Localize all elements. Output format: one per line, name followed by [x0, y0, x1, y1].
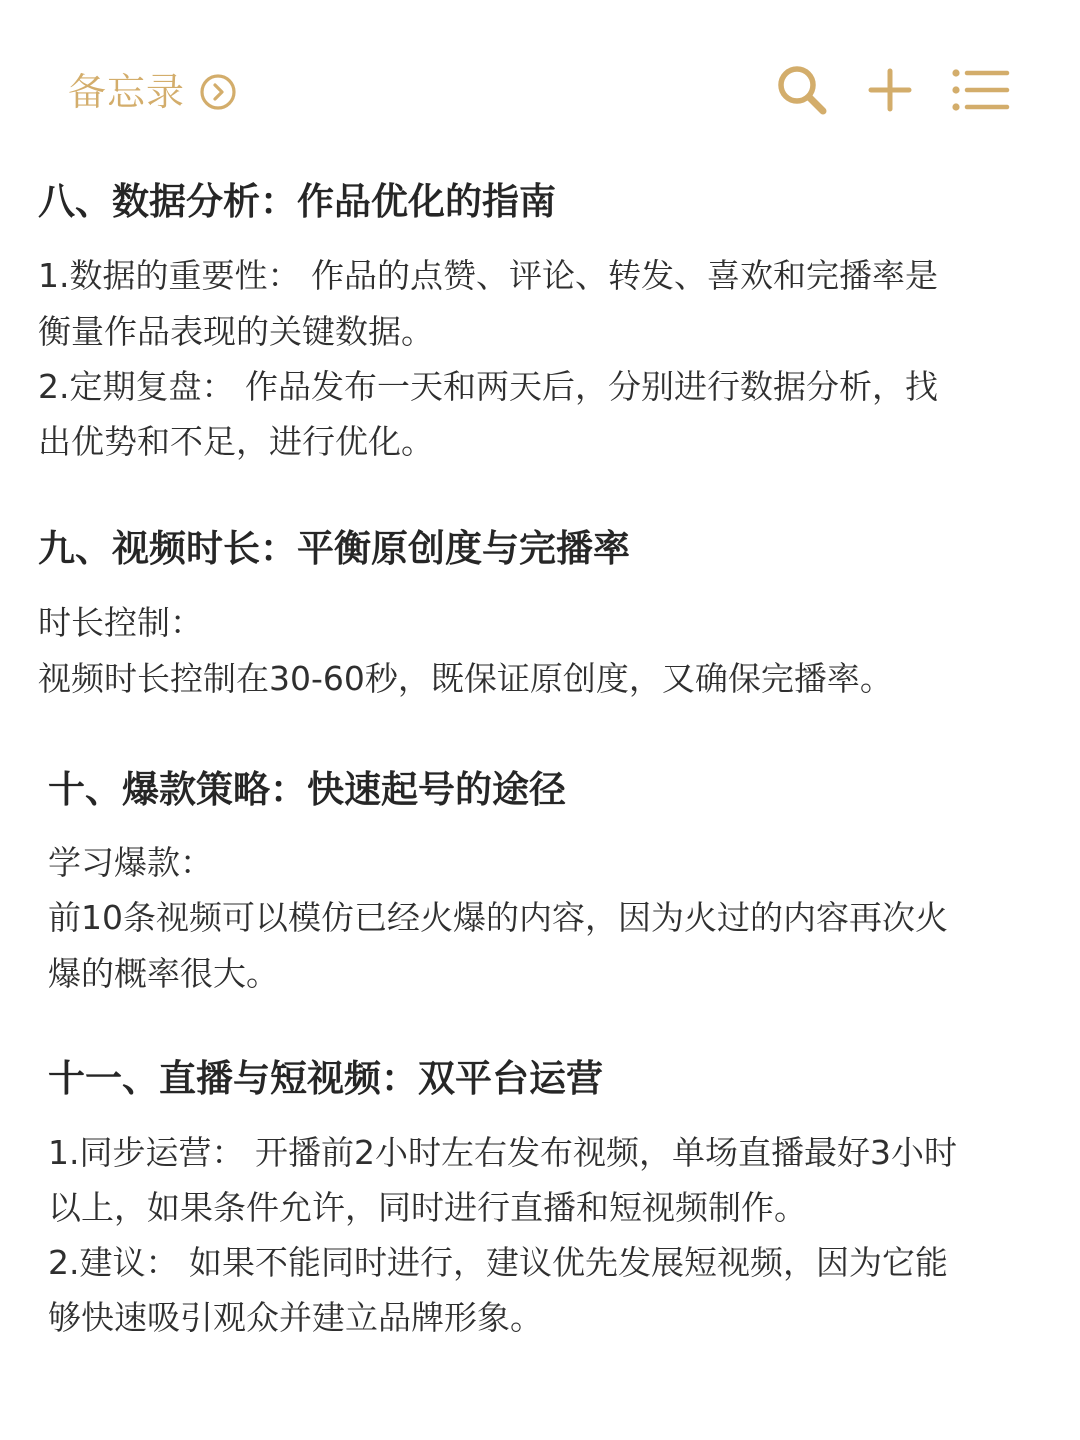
note-line: 出优势和不足，进行优化。 [38, 422, 434, 461]
list-icon [950, 67, 1010, 117]
chevron-right-circle-icon [199, 73, 237, 111]
note-line: 爆的概率很大。 [48, 954, 279, 993]
note-line: 学习爆款： [48, 843, 213, 882]
notes-back-link[interactable] [68, 62, 237, 122]
plus-icon [867, 67, 913, 117]
section-heading: 九、视频时长：平衡原创度与完播率 [38, 527, 630, 570]
section-heading: 十、爆款策略：快速起号的途径 [48, 768, 566, 811]
menu-button[interactable] [950, 62, 1010, 122]
section-heading: 八、数据分析：作品优化的指南 [38, 180, 556, 223]
search-button[interactable] [772, 62, 832, 122]
note-line: 2.建议： 如果不能同时进行，建议优先发展短视频，因为它能 [48, 1243, 948, 1282]
note-line: 1.同步运营： 开播前2小时左右发布视频，单场直播最好3小时 [48, 1133, 957, 1172]
note-line: 视频时长控制在30-60秒，既保证原创度，又确保完播率。 [38, 659, 893, 698]
note-line: 前10条视频可以模仿已经火爆的内容，因为火过的内容再次火 [48, 898, 948, 937]
add-note-button[interactable] [860, 62, 920, 122]
note-line: 1.数据的重要性： 作品的点赞、评论、转发、喜欢和完播率是 [38, 256, 938, 295]
note-line: 以上，如果条件允许，同时进行直播和短视频制作。 [48, 1188, 807, 1227]
note-line: 2.定期复盘： 作品发布一天和两天后，分别进行数据分析，找 [38, 367, 938, 406]
note-line: 衡量作品表现的关键数据。 [38, 312, 434, 351]
app-title: 备忘录 [68, 70, 186, 114]
top-bar [0, 0, 1080, 150]
note-line: 够快速吸引观众并建立品牌形象。 [48, 1298, 543, 1337]
section-heading: 十一、直播与短视频：双平台运营 [48, 1057, 603, 1100]
note-line: 时长控制： [38, 603, 203, 642]
search-icon [774, 62, 830, 122]
